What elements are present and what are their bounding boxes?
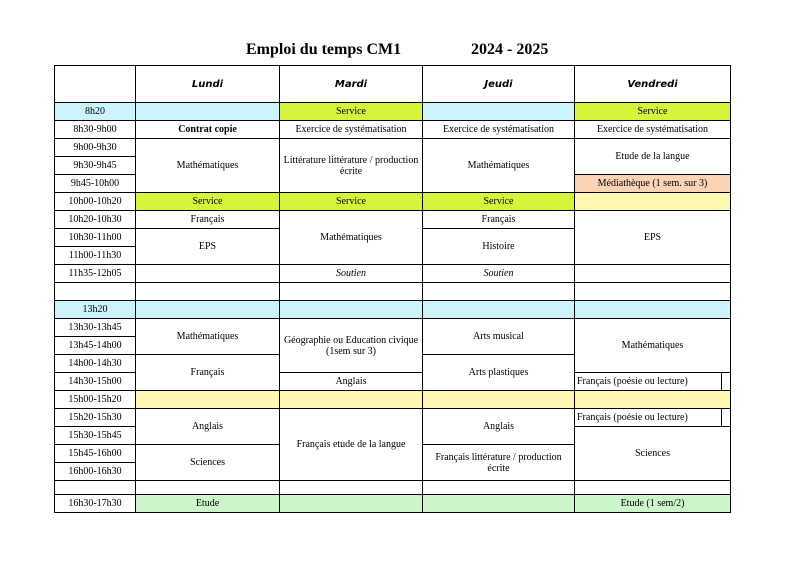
mardi-service: Service — [280, 193, 423, 211]
vendredi-etude-langue: Etude de la langue — [575, 139, 731, 175]
jeudi-service: Service — [423, 193, 575, 211]
lundi-mathematiques: Mathématiques — [136, 319, 280, 355]
time-slot: 16h00-16h30 — [55, 463, 136, 481]
day-header-vendredi: Vendredi — [575, 66, 731, 103]
lundi-slot — [136, 103, 280, 121]
vendredi-slot — [575, 193, 731, 211]
jeudi-slot — [423, 103, 575, 121]
mardi-mathematiques: Mathématiques — [280, 211, 423, 265]
lundi-anglais: Anglais — [136, 409, 280, 445]
jeudi-francais-litterature: Français littérature / production écrite — [423, 445, 575, 481]
lundi-francais: Français — [136, 355, 280, 391]
jeudi-arts-plastiques: Arts plastiques — [423, 355, 575, 391]
time-slot: 9h00-9h30 — [55, 139, 136, 157]
page-title: Emploi du temps CM1 — [246, 41, 402, 58]
jeudi-soutien: Soutien — [423, 265, 575, 283]
mardi-geographie: Géographie ou Education civique (1sem sur 3) — [280, 319, 423, 373]
lundi-mathematiques: Mathématiques — [136, 139, 280, 193]
mardi-service: Service — [280, 103, 423, 121]
time-slot: 15h20-15h30 — [55, 409, 136, 427]
jeudi-francais: Français — [423, 211, 575, 229]
mardi-litterature: Littérature littérature / production écrite — [280, 139, 423, 193]
jeudi-anglais: Anglais — [423, 409, 575, 445]
vendredi-francais-poesie: Français (poésie ou lecture) — [575, 373, 722, 391]
vendredi-sciences: Sciences — [575, 427, 731, 481]
vendredi-exercice: Exercice de systématisation — [575, 121, 731, 139]
mardi-francais-etude-langue: Français etude de la langue — [280, 409, 423, 481]
time-slot: 14h30-15h00 — [55, 373, 136, 391]
vendredi-francais-poesie: Français (poésie ou lecture) — [575, 409, 722, 427]
time-slot: 8h30-9h00 — [55, 121, 136, 139]
lundi-eps: EPS — [136, 229, 280, 265]
corner-cell — [55, 66, 136, 103]
lundi-etude: Etude — [136, 495, 280, 513]
vendredi-slot — [575, 265, 731, 283]
time-slot: 14h00-14h30 — [55, 355, 136, 373]
time-slot: 11h00-11h30 — [55, 247, 136, 265]
time-slot: 15h45-16h00 — [55, 445, 136, 463]
time-slot: 13h30-13h45 — [55, 319, 136, 337]
time-slot: 10h00-10h20 — [55, 193, 136, 211]
jeudi-exercice: Exercice de systématisation — [423, 121, 575, 139]
day-header-lundi: Lundi — [136, 66, 280, 103]
day-header-mardi: Mardi — [280, 66, 423, 103]
mardi-exercice: Exercice de systématisation — [280, 121, 423, 139]
timetable — [54, 65, 731, 513]
lundi-service: Service — [136, 193, 280, 211]
vendredi-mathematiques: Mathématiques — [575, 319, 731, 373]
school-year: 2024 - 2025 — [471, 41, 549, 58]
mardi-anglais: Anglais — [280, 373, 423, 391]
vendredi-mediatheque: Médiathèque (1 sem. sur 3) — [575, 175, 731, 193]
jeudi-histoire: Histoire — [423, 229, 575, 265]
lundi-contrat-copie: Contrat copie — [136, 121, 280, 139]
lundi-francais: Français — [136, 211, 280, 229]
time-slot: 9h30-9h45 — [55, 157, 136, 175]
time-slot: 9h45-10h00 — [55, 175, 136, 193]
time-slot: 13h20 — [55, 301, 136, 319]
mardi-soutien: Soutien — [280, 265, 423, 283]
jeudi-mathematiques: Mathématiques — [423, 139, 575, 193]
time-slot — [55, 481, 136, 495]
time-slot — [55, 283, 136, 301]
lundi-slot — [136, 265, 280, 283]
vendredi-eps: EPS — [575, 211, 731, 265]
time-slot: 15h30-15h45 — [55, 427, 136, 445]
time-slot: 13h45-14h00 — [55, 337, 136, 355]
header-row — [55, 66, 731, 103]
day-header-jeudi: Jeudi — [423, 66, 575, 103]
time-slot: 8h20 — [55, 103, 136, 121]
lundi-sciences: Sciences — [136, 445, 280, 481]
jeudi-arts-musical: Arts musical — [423, 319, 575, 355]
vendredi-etude: Etude (1 sem/2) — [575, 495, 731, 513]
time-slot: 10h30-11h00 — [55, 229, 136, 247]
vendredi-service: Service — [575, 103, 731, 121]
time-slot: 16h30-17h30 — [55, 495, 136, 513]
time-slot: 15h00-15h20 — [55, 391, 136, 409]
time-slot: 10h20-10h30 — [55, 211, 136, 229]
time-slot: 11h35-12h05 — [55, 265, 136, 283]
